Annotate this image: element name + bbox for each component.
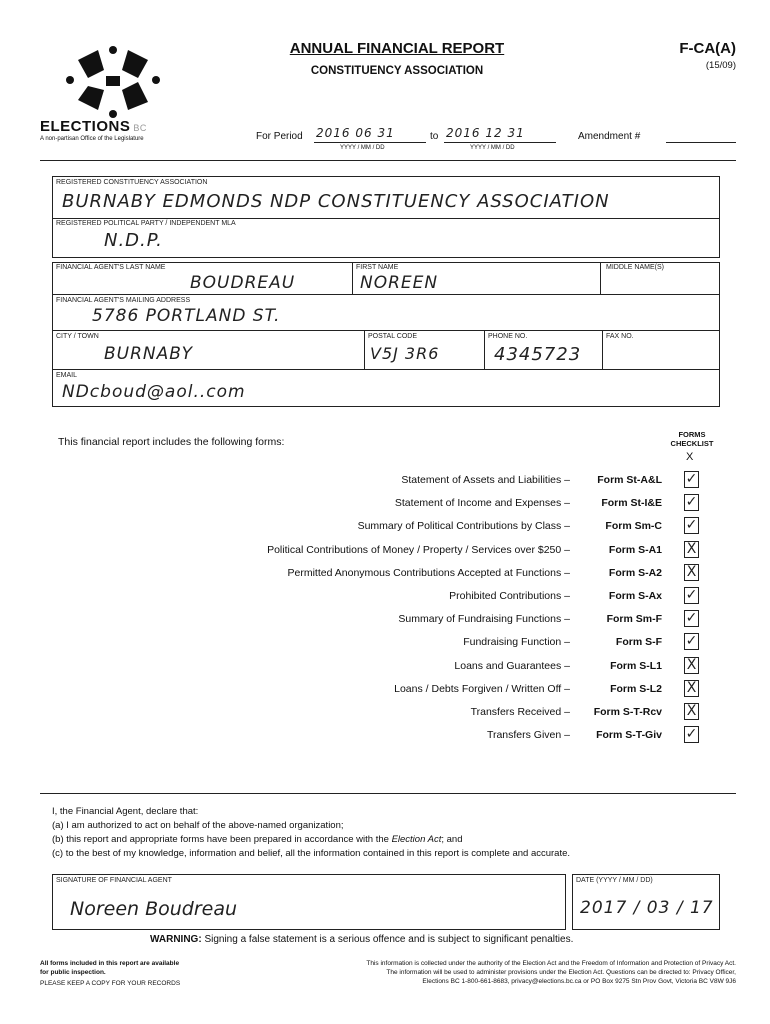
forms-divider [40,793,736,794]
form-row [0,541,770,561]
declaration-line-3-act: Election Act [391,834,442,845]
form-description: Summary of Political Contributions by Class – [357,520,570,533]
declaration-line-1: I, the Financial Agent, declare that: [52,806,199,817]
report-subtitle: CONSTITUENCY ASSOCIATION [310,65,484,77]
footer-right-1: This information is collected under the authority of the Election Act and the Freedom of Information and Protection of Privacy Act. [366,960,736,967]
form-code-label: Form S-L2 [610,682,662,695]
form-row [0,587,770,607]
last-name-label: FINANCIAL AGENT'S LAST NAME [56,264,166,271]
footer-right-3: Elections BC 1-800-661-8683, privacy@elections.bc.ca or PO Box 9275 Stn Prov Govt, Victoria BC V8W 9J6 [422,978,736,985]
first-name-label: FIRST NAME [356,264,399,271]
agent-name-split-2 [600,262,601,294]
form-row [0,471,770,491]
form-description: Political Contributions of Money / Property / Services over $250 – [267,543,570,556]
form-checkbox[interactable]: X [684,657,699,674]
agent-city-divider [52,369,720,370]
postal-code-field[interactable]: V5J 3R6 [370,344,440,363]
form-code-label: Form S-T-Rcv [593,706,662,718]
period-from-value: 2016 06 31 [316,126,395,140]
party-field[interactable]: N.D.P. [104,230,163,251]
form-description: Fundraising Function – [463,636,570,649]
phone-label: PHONE NO. [488,333,528,340]
form-row [0,703,770,723]
form-checkbox[interactable]: ✓ [685,494,698,511]
form-checkbox[interactable]: ✓ [685,610,698,627]
form-row [0,517,770,537]
period-label: For Period [256,131,303,142]
form-description: Transfers Received – [470,706,570,718]
form-description: Statement of Income and Expenses – [394,497,570,510]
form-description: Prohibited Contributions – [449,590,570,602]
form-description: Loans / Debts Forgiven / Written Off – [394,682,570,695]
header-divider [40,160,736,161]
agent-city-split-3 [602,330,603,369]
agent-address-divider [52,330,720,331]
address-field[interactable]: 5786 PORTLAND ST. [92,306,281,326]
form-checkbox[interactable]: X [684,680,699,697]
form-description: Permitted Anonymous Contributions Accepted at Functions – [287,566,570,579]
form-checkbox[interactable]: ✓ [685,517,698,534]
period-to-format: YYYY / MM / DD [470,145,515,151]
amendment-label: Amendment # [578,131,641,142]
checklist-mark: X [686,451,694,463]
declaration-line-2: (a) I am authorized to act on behalf of the above-named organization; [52,820,344,831]
form-code-label: Form S-T-Giv [596,729,662,742]
last-name-field[interactable]: BOUDREAU [190,273,296,293]
postal-code-label: POSTAL CODE [368,333,418,340]
logo-wordmark [40,118,147,135]
declaration-line-3-pre: (b) this report and appropriate forms have been prepared in accordance with the [52,834,392,845]
middle-name-label: MIDDLE NAME(S) [606,264,664,271]
form-description: Summary of Fundraising Functions – [398,613,570,626]
period-to-value: 2016 12 31 [446,126,525,140]
form-description: Transfers Given – [486,729,570,742]
party-label: REGISTERED POLITICAL PARTY / INDEPENDENT MLA [56,220,236,227]
logo-suffix: BC [133,123,147,133]
warning [150,934,573,945]
form-code-label: Form Sm-F [606,613,662,626]
form-code-label: Form S-A1 [608,543,662,556]
phone-field[interactable]: 4345723 [494,344,582,365]
agent-name-split-1 [352,262,353,294]
period-from-format: YYYY / MM / DD [340,145,385,151]
signature-label: SIGNATURE OF FINANCIAL AGENT [56,877,172,884]
form-row [0,494,770,514]
form-code-label: Form S-F [615,636,662,649]
city-field[interactable]: BURNABY [104,344,194,364]
form-code-label: Form S-L1 [610,659,662,672]
footer-left-2: for public inspection. [40,969,106,976]
form-row [0,564,770,584]
email-label: EMAIL [56,372,78,379]
signature-value: Noreen Boudreau [70,898,238,920]
form-checkbox[interactable]: ✓ [685,471,698,487]
form-row [0,633,770,653]
form-row [0,610,770,630]
period-to-label: to [430,131,439,142]
fax-label: FAX NO. [606,333,634,340]
form-checkbox[interactable]: X [684,541,699,558]
association-divider [52,218,720,219]
city-label: CITY / TOWN [56,333,99,340]
form-version: (15/09) [705,60,736,71]
declaration-line-3-post: ; and [441,834,463,845]
declaration-line-4: (c) to the best of my knowledge, information and belief, all the information contained in this report is complete and accurate. [52,848,571,859]
report-title: ANNUAL FINANCIAL REPORT [289,40,505,57]
amendment-field[interactable] [666,142,736,143]
date-value: 2017 / 03 / 17 [580,898,714,918]
form-row [0,680,770,700]
footer-left-3: PLEASE KEEP A COPY FOR YOUR RECORDS [40,980,181,987]
declaration-line-3 [52,834,463,845]
date-label: DATE (YYYY / MM / DD) [576,877,653,884]
form-code-label: Form St-A&L [597,474,662,486]
address-label: FINANCIAL AGENT'S MAILING ADDRESS [56,297,191,304]
first-name-field[interactable]: NOREEN [360,273,439,293]
form-code-label: Form St-I&E [601,497,662,510]
association-field[interactable]: BURNABY EDMONDS NDP CONSTITUENCY ASSOCIATION [62,191,610,212]
period-from-field[interactable] [314,126,426,143]
elections-bc-logo [40,40,230,150]
association-label: REGISTERED CONSTITUENCY ASSOCIATION [56,179,208,186]
warning-text: Signing a false statement is a serious offence and is subject to significant penalties. [201,934,574,945]
footer-left-1: All forms included in this report are available [40,960,180,967]
form-checkbox[interactable]: ✓ [685,633,698,650]
checklist-header: FORMS CHECKLIST [670,430,714,448]
period-to-field[interactable] [444,126,556,143]
form-checkbox[interactable]: ✓ [685,726,698,743]
form-code: F-CA(A) [679,40,736,57]
agent-city-split-1 [364,330,365,369]
logo-text: ELECTIONS [40,118,131,135]
warning-bold: WARNING: [150,934,202,945]
form-code-label: Form S-Ax [608,590,662,602]
form-description: Statement of Assets and Liabilities – [401,474,570,486]
form-checkbox[interactable]: ✓ [685,587,698,603]
form-checkbox[interactable]: X [684,703,699,720]
agent-name-divider [52,294,720,295]
form-checkbox[interactable]: X [684,564,699,581]
logo-emblem-icon [58,40,168,120]
form-row [0,726,770,746]
email-field[interactable]: NDcboud@aol..com [62,382,246,402]
form-code-label: Form Sm-C [605,520,662,533]
forms-intro: This financial report includes the following forms: [58,436,285,448]
form-row [0,657,770,677]
logo-tagline: A non-partisan Office of the Legislature [40,136,144,142]
footer-right-2: The information will be used to administer provisions under the Election Act. Questions can be directed to: Privacy Officer, [386,969,736,976]
agent-city-split-2 [484,330,485,369]
form-description: Loans and Guarantees – [454,659,570,672]
form-code-label: Form S-A2 [608,566,662,579]
